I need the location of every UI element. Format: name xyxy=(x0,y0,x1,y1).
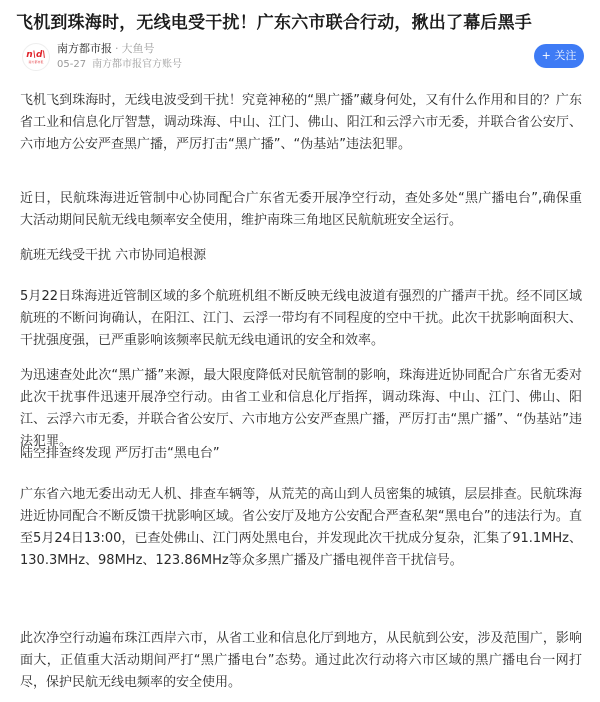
author-separator: · xyxy=(115,42,119,55)
paragraph-3: 5月22日珠海进近管制区域的多个航班机组不断反映无线电波道有强烈的广播声干扰。经不同区域航班的不断问询确认，在阳江、江门、云浮一带均有不同程度的空中干扰。此次干扰影响面积大、干扰强度强，已严重影响该频率民航无线电通讯的安全和效率。 xyxy=(20,289,582,348)
publish-meta xyxy=(57,58,182,71)
logo-subtext: 南方都市报 xyxy=(28,59,44,64)
platform-label: 大鱼号 xyxy=(121,42,155,55)
account-type: 南方都市报官方账号 xyxy=(92,59,183,70)
author-row xyxy=(16,40,584,74)
paragraph-2: 近日，民航珠海进近管制中心协同配合广东省无委开展净空行动，查处多处“黑广播电台”,确保重大活动期间民航无线电频率安全使用，维护南珠三角地区民航航班安全运行。 xyxy=(20,191,582,228)
logo-mark: n\d\ xyxy=(26,49,46,60)
article-title: 飞机到珠海时，无线电受干扰！广东六市联合行动，揪出了幕后黑手 xyxy=(16,13,532,33)
section-heading-1: 航班无线受干扰 六市协同追根源 xyxy=(20,248,207,263)
paragraph-1: 飞机飞到珠海时，无线电波受到干扰！究竟神秘的“黑广播”藏身何处，又有什么作用和目的？广东省工业和信息化厅智慧，调动珠海、中山、江门、佛山、阳江和云浮六市无委，并联合省公安厅、六市地方公安严查黑广播，严厉打击“黑广播”、“伪基站”违法犯罪。 xyxy=(20,93,582,152)
author-info xyxy=(57,42,155,56)
paragraph-6: 此次净空行动遍布珠江西岸六市，从省工业和信息化厅到地方，从民航到公安，涉及范围广，影响面大，正值重大活动期间严打“黑广播电台”态势。通过此次行动将六市区域的黑广播电台一网打尽，保护民航无线电频率的安全使用。 xyxy=(20,631,582,690)
section-heading-2: 陆空排查终发现 严厉打击“黑电台” xyxy=(20,446,220,461)
paragraph-4: 为迅速查处此次“黑广播”来源，最大限度降低对民航管制的影响，珠海进近协同配合广东省无委对此次干扰事件迅速开展净空行动。由省工业和信息化厅指挥，调动珠海、中山、江门、佛山、阳江、云浮六市无委，并联合省公安厅、六市地方公安严查黑广播，严厉打击“黑广播”、“伪基站”违法犯罪。 xyxy=(20,368,582,449)
follow-button[interactable]: + 关注 xyxy=(534,44,584,68)
publish-date: 05-27 xyxy=(57,59,87,70)
paragraph-5: 广东省六地无委出动无人机、排查车辆等，从荒芜的高山到人员密集的城镇，层层排查。民航珠海进近协同配合不断反馈干扰影响区域。省公安厅及地方公安配合严查私架“黑电台”的违法行为。直至5月24日13:00，已查处佛山、江门两处黑电台，并发现此次干扰成分复杂，汇集了91.1MHz、130.3MHz、98MHz、123.86MHz等众多黑广播及广播电视伴音干扰信号。 xyxy=(20,487,582,568)
author-name[interactable]: 南方都市报 xyxy=(57,42,112,55)
avatar[interactable] xyxy=(22,43,50,71)
